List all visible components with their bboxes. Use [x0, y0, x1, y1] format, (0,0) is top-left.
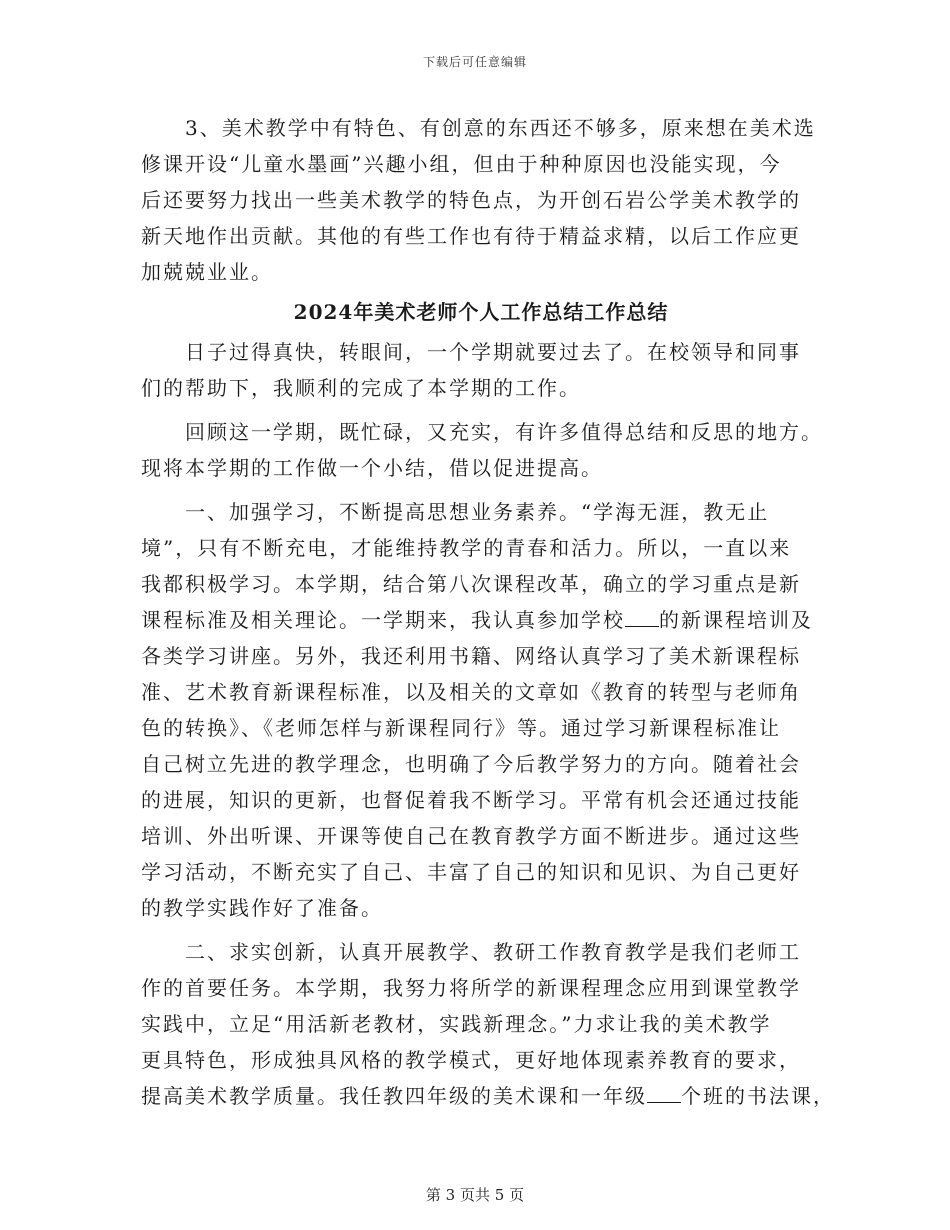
text-line: 一、加强学习，不断提高思想业务素养。“学海无涯，教无止 — [185, 500, 770, 524]
page-footer: 第 3 页共 5 页 — [425, 1186, 525, 1204]
page-header: 下载后可任意编辑 — [422, 55, 527, 69]
text-segment: 的新课程培训及 — [659, 608, 813, 632]
text-line: 自己树立先进的教学理念，也明确了今后教学努力的方向。随着社会 — [141, 752, 801, 776]
blank-underline — [647, 1080, 681, 1103]
text-line — [141, 1078, 835, 1114]
text-line: 境”，只有不断充电，才能维持教学的青春和活力。所以，一直以来 — [141, 536, 792, 560]
text-line: 后还要努力找出一些美术教学的特色点，为开创石岩公学美术教学的 — [141, 188, 801, 212]
text-line: 各类学习讲座。另外，我还利用书籍、网络认真学习了美术新课程标 — [141, 644, 801, 668]
text-line: 作的首要任务。本学期，我努力将所学的新课程理念应用到课堂教学 — [141, 976, 801, 1000]
text-segment: 课程标准及相关理论。一学期来，我认真参加学校 — [141, 608, 625, 632]
text-segment: 个班的书法课， — [681, 1084, 835, 1108]
text-line: 培训、外出听课、开课等使自己在教育教学方面不断进步。通过这些 — [141, 824, 801, 848]
document-body — [141, 110, 835, 1114]
text-line: 们的帮助下，我顺利的完成了本学期的工作。 — [141, 376, 581, 400]
text-line: 3、美术教学中有特色、有创意的东西还不够多，原来想在美术选 — [185, 116, 816, 140]
text-line: 新天地作出贡献。其他的有些工作也有待于精益求精，以后工作应更 — [141, 224, 801, 248]
text-line: 日子过得真快，转眼间，一个学期就要过去了。在校领导和同事 — [185, 340, 801, 364]
text-line: 的进展，知识的更新，也督促着我不断学习。平常有机会还通过技能 — [141, 788, 801, 812]
text-line: 加兢兢业业。 — [141, 260, 273, 284]
text-line: 准、艺术教育新课程标准，以及相关的文章如《教育的转型与老师角 — [141, 680, 801, 704]
text-line: 现将本学期的工作做一个小结，借以促进提高。 — [141, 456, 603, 480]
text-line: 学习活动，不断充实了自己、丰富了自己的知识和见识、为自己更好 — [141, 860, 801, 884]
text-line: 回顾这一学期，既忙碌，又充实，有许多值得总结和反思的地方。 — [185, 420, 823, 444]
text-segment: 提高美术教学质量。我任教四年级的美术课和一年级 — [141, 1084, 647, 1108]
section-title: 2024年美术老师个人工作总结工作总结 — [293, 300, 669, 324]
text-line: 更具特色，形成独具风格的教学模式，更好地体现素养教育的要求， — [141, 1048, 801, 1072]
text-line: 修课开设“儿童水墨画”兴趣小组，但由于种种原因也没能实现，今 — [141, 152, 782, 176]
text-line: 我都积极学习。本学期，结合第八次课程改革，确立的学习重点是新 — [141, 572, 801, 596]
text-line: 色的转换》、《老师怎样与新课程同行》等。通过学习新课程标准让 — [141, 716, 781, 740]
text-line — [141, 602, 821, 638]
blank-underline — [625, 604, 659, 627]
text-line: 实践中，立足“用活新老教材，实践新理念。”力求让我的美术教学 — [141, 1012, 772, 1036]
text-line: 的教学实践作好了准备。 — [141, 896, 383, 920]
text-line: 二、求实创新，认真开展教学、教研工作教育教学是我们老师工 — [185, 940, 801, 964]
